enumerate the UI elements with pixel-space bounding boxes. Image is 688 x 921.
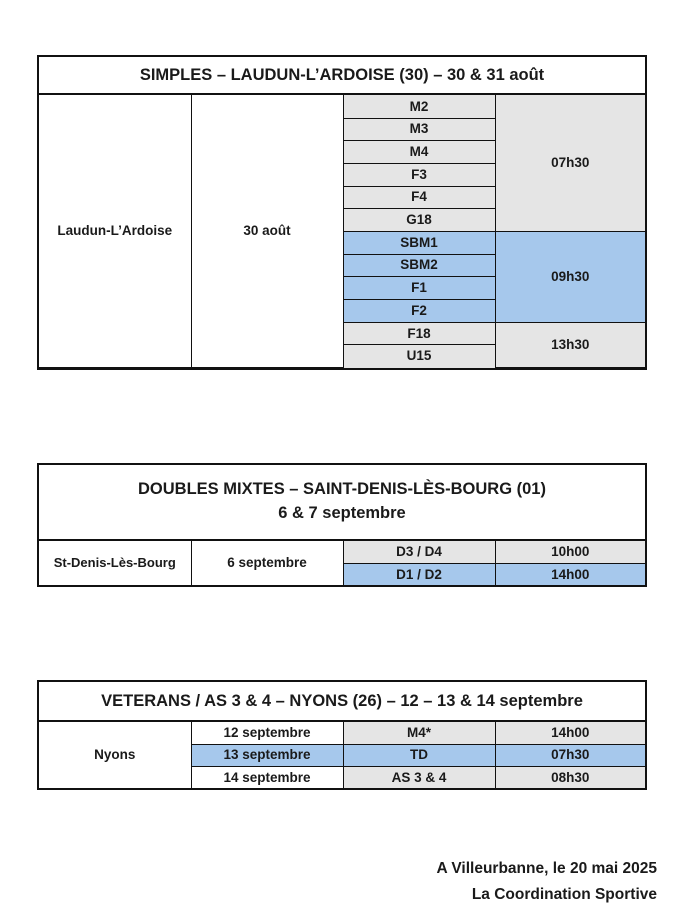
simples-date: 30 août	[191, 95, 343, 368]
simples-grid	[39, 95, 645, 368]
simples-category: F18	[343, 322, 495, 344]
signature-block	[436, 860, 657, 904]
veterans-time: 14h00	[495, 722, 645, 744]
doubles-grid	[39, 541, 645, 586]
doubles-title: DOUBLES MIXTES – SAINT-DENIS-LÈS-BOURG (01)	[138, 480, 546, 499]
doubles-category: D1 / D2	[343, 563, 495, 585]
simples-category: G18	[343, 208, 495, 231]
place-date-line: A Villeurbanne, le 20 mai 2025	[436, 860, 657, 877]
simples-category: SBM1	[343, 231, 495, 254]
simples-category: F4	[343, 186, 495, 208]
simples-title: SIMPLES – LAUDUN-L’ARDOISE (30) – 30 & 31 août	[139, 65, 545, 84]
simples-time: 07h30	[495, 95, 645, 231]
doubles-location: St-Denis-Lès-Bourg	[39, 541, 191, 585]
veterans-location: Nyons	[39, 722, 191, 788]
veterans-category: M4*	[343, 722, 495, 744]
veterans-date: 12 septembre	[191, 722, 343, 744]
veterans-header	[39, 682, 645, 722]
simples-category: F2	[343, 299, 495, 322]
veterans-date: 14 septembre	[191, 766, 343, 788]
veterans-table	[37, 680, 647, 790]
doubles-time: 14h00	[495, 563, 645, 585]
simples-table	[37, 55, 647, 370]
simples-category: SBM2	[343, 254, 495, 276]
veterans-time: 08h30	[495, 766, 645, 788]
simples-category: M3	[343, 118, 495, 140]
doubles-date: 6 septembre	[191, 541, 343, 585]
simples-time: 13h30	[495, 322, 645, 367]
veterans-date: 13 septembre	[191, 744, 343, 766]
veterans-title: VETERANS / AS 3 & 4 – NYONS (26) – 12 – 13 & 14 septembre	[101, 691, 583, 710]
simples-category: M4	[343, 140, 495, 163]
simples-category: F3	[343, 163, 495, 186]
veterans-category: AS 3 & 4	[343, 766, 495, 788]
doubles-category: D3 / D4	[343, 541, 495, 563]
simples-category: F1	[343, 276, 495, 299]
veterans-category: TD	[343, 744, 495, 766]
doubles-table	[37, 463, 647, 587]
signatory-line: La Coordination Sportive	[471, 886, 657, 903]
veterans-time: 07h30	[495, 744, 645, 766]
simples-category: M2	[343, 95, 495, 118]
veterans-grid	[39, 722, 645, 789]
doubles-dates: 6 & 7 septembre	[278, 504, 406, 522]
simples-category: U15	[343, 344, 495, 367]
simples-header	[39, 57, 645, 95]
doubles-header	[39, 465, 645, 541]
doubles-time: 10h00	[495, 541, 645, 563]
simples-location: Laudun-L’Ardoise	[39, 95, 191, 368]
simples-time: 09h30	[495, 231, 645, 322]
